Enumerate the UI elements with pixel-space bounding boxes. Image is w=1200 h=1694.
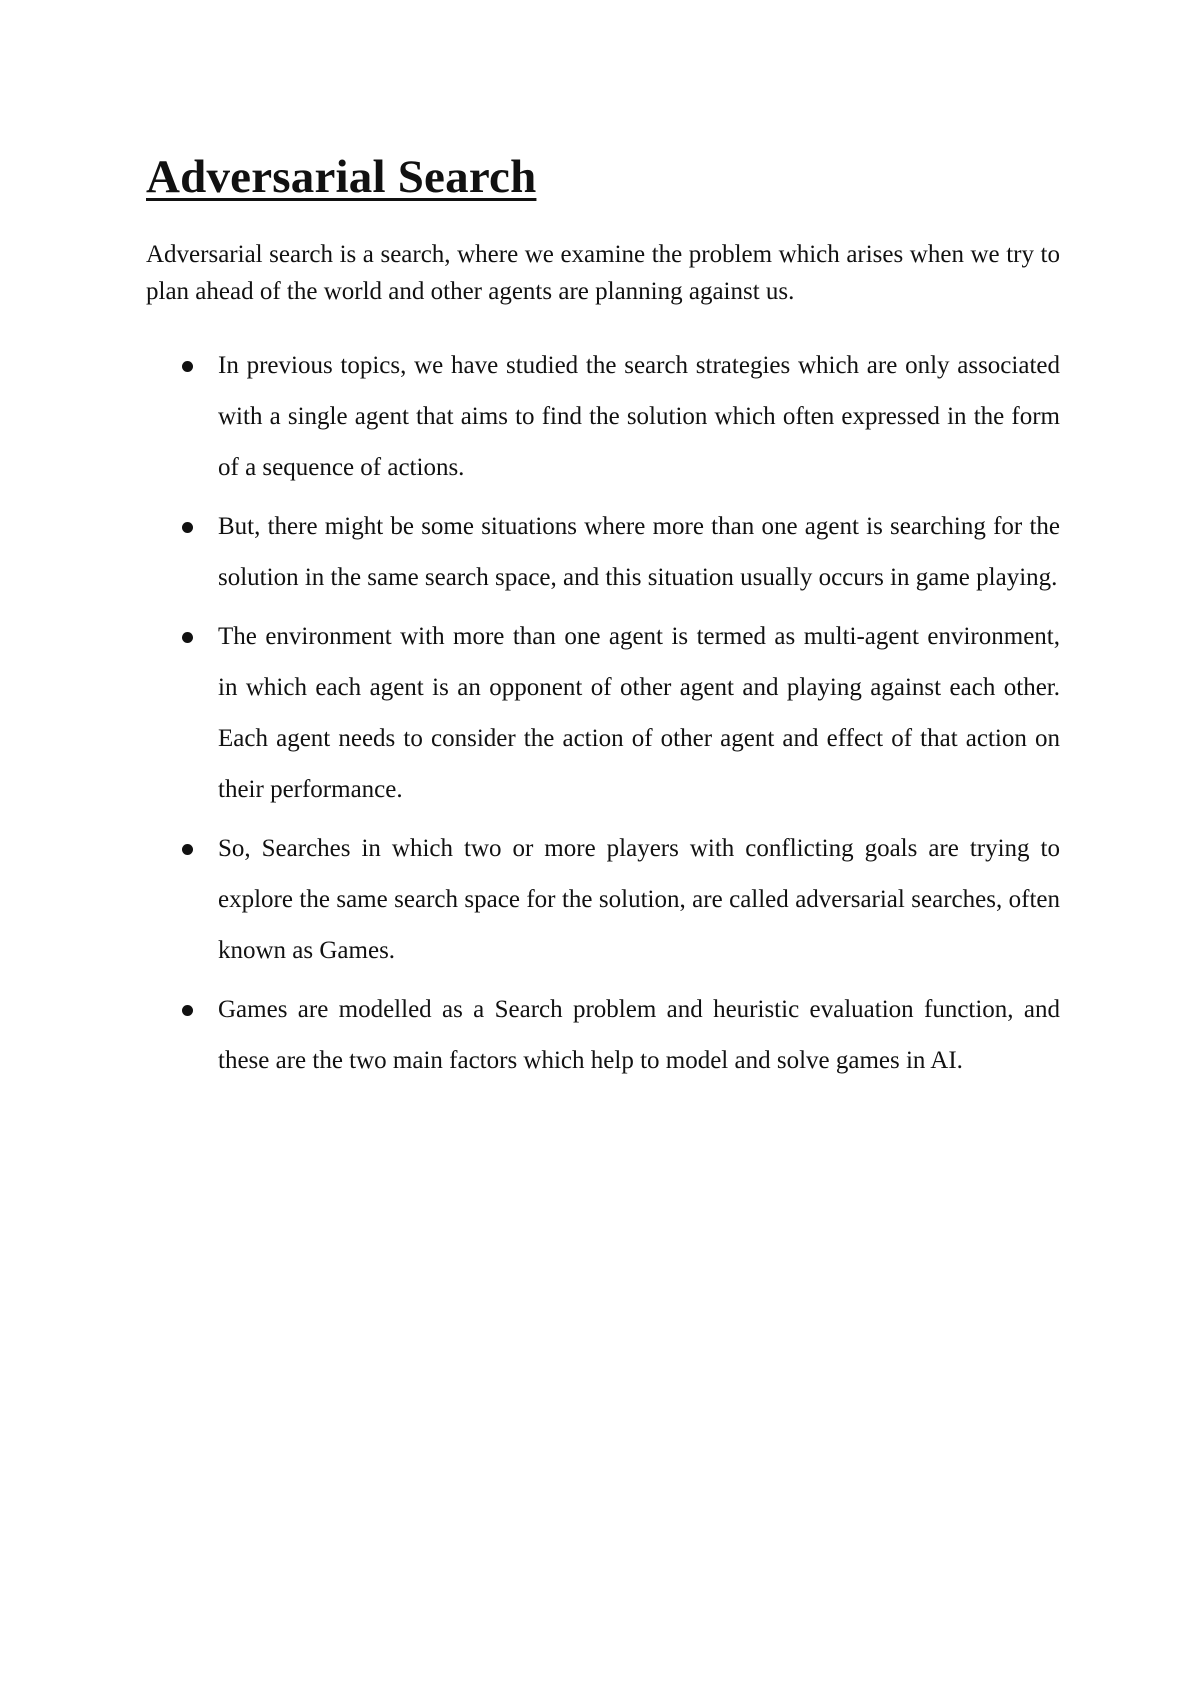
bullet-icon xyxy=(182,844,193,855)
list-item-text: But, there might be some situations where more than one agent is searching for the solution in the same search space, and this situation usually occurs in game playing. xyxy=(218,513,1060,592)
list-item xyxy=(146,984,1060,1086)
list-item-text: In previous topics, we have studied the search strategies which are only associated with a single agent that aims to find the solution which often expressed in the form of a sequence of actions. xyxy=(218,352,1060,482)
list-item xyxy=(146,823,1060,976)
list-item-text: The environment with more than one agent is termed as multi-agent environment, in which each agent is an opponent of other agent and playing against each other. Each agent needs to consider the action of other agent and effect of that action on their performance. xyxy=(218,623,1060,804)
bullet-icon xyxy=(182,361,193,372)
bullet-icon xyxy=(182,632,193,643)
list-item xyxy=(146,340,1060,493)
bullet-icon xyxy=(182,1005,193,1016)
list-item-text: So, Searches in which two or more players with conflicting goals are trying to explore the same search space for the solution, are called adversarial searches, often known as Games. xyxy=(218,835,1060,965)
list-item xyxy=(146,501,1060,603)
document-page xyxy=(146,150,1060,1094)
bullet-icon xyxy=(182,522,193,533)
list-item xyxy=(146,611,1060,815)
intro-paragraph: Adversarial search is a search, where we examine the problem which arises when we try to plan ahead of the world and other agents are planning against us. xyxy=(146,241,1060,306)
bullet-list xyxy=(146,340,1060,1086)
list-item-text: Games are modelled as a Search problem and heuristic evaluation function, and these are the two main factors which help to model and solve games in AI. xyxy=(218,996,1060,1075)
page-title: Adversarial Search xyxy=(146,151,537,203)
